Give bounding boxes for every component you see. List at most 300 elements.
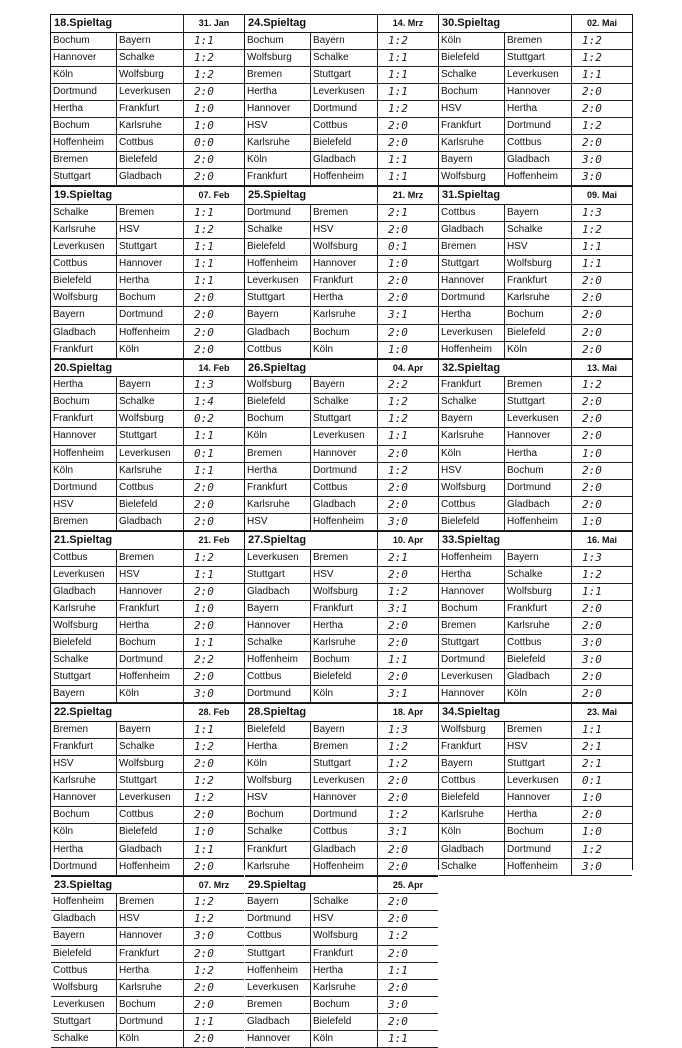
match-row xyxy=(245,514,438,531)
match-row xyxy=(439,567,632,584)
matchday-header xyxy=(51,531,244,550)
home-team: Bremen xyxy=(245,446,311,462)
away-team: Bielefeld xyxy=(117,152,184,168)
score-tip: 1:3 xyxy=(582,550,602,564)
away-team: Cottbus xyxy=(117,135,184,151)
score-tip: 2:0 xyxy=(582,136,602,150)
match-row xyxy=(439,773,632,790)
score-tip: 2:0 xyxy=(388,291,408,305)
score-tip: 3:0 xyxy=(582,859,602,873)
away-team: Hertha xyxy=(117,273,184,289)
match-row xyxy=(245,824,438,841)
matchday-title: 24.Spieltag xyxy=(245,15,378,32)
away-team: Frankfurt xyxy=(311,273,378,289)
away-team: Schalke xyxy=(117,739,184,755)
home-team: Karlsruhe xyxy=(51,601,117,617)
home-team: Karlsruhe xyxy=(51,222,117,238)
home-team: Gladbach xyxy=(245,1014,311,1030)
home-team: Leverkusen xyxy=(245,550,311,566)
matchday-title: 32.Spieltag xyxy=(439,360,572,377)
home-team: Frankfurt xyxy=(51,411,117,427)
away-team: Bielefeld xyxy=(117,497,184,513)
match-row xyxy=(245,773,438,790)
matchday-date: 04. Apr xyxy=(392,362,424,373)
score-tip: 1:0 xyxy=(194,601,214,615)
score-tip: 1:1 xyxy=(388,84,408,98)
home-team: Frankfurt xyxy=(439,118,505,134)
match-row xyxy=(51,428,244,445)
away-team: Bielefeld xyxy=(311,1014,378,1030)
match-row xyxy=(245,635,438,652)
home-team: Cottbus xyxy=(245,928,311,944)
home-team: Bremen xyxy=(51,514,117,530)
match-row xyxy=(245,101,438,118)
match-row xyxy=(245,601,438,618)
score-tip: 2:0 xyxy=(582,101,602,115)
match-row xyxy=(51,928,244,945)
score-tip: 3:1 xyxy=(388,308,408,322)
score-tip: 1:1 xyxy=(194,722,214,736)
match-row xyxy=(245,722,438,739)
home-team: Köln xyxy=(245,152,311,168)
home-team: Karlsruhe xyxy=(439,807,505,823)
away-team: Stuttgart xyxy=(311,411,378,427)
match-row xyxy=(51,325,244,342)
score-tip: 2:0 xyxy=(194,514,214,528)
match-row xyxy=(439,273,632,290)
home-team: Bielefeld xyxy=(439,50,505,66)
away-team: Hoffenheim xyxy=(311,169,378,185)
score-tip: 3:1 xyxy=(388,687,408,701)
score-tip: 1:2 xyxy=(388,33,408,47)
away-team: Karlsruhe xyxy=(311,307,378,323)
home-team: Bielefeld xyxy=(245,722,311,738)
match-row xyxy=(245,377,438,394)
home-team: Bayern xyxy=(51,307,117,323)
match-row xyxy=(245,463,438,480)
matchday-block xyxy=(439,14,632,186)
score-tip: 3:0 xyxy=(582,170,602,184)
matchday-date: 23. Mai xyxy=(586,707,617,718)
home-team: Hoffenheim xyxy=(439,342,505,358)
score-tip: 2:1 xyxy=(388,550,408,564)
home-team: Schalke xyxy=(51,652,117,668)
away-team: Bremen xyxy=(117,894,184,910)
score-tip: 1:2 xyxy=(582,567,602,581)
match-row xyxy=(51,722,244,739)
away-team: Dortmund xyxy=(117,1014,184,1030)
home-team: Stuttgart xyxy=(51,169,117,185)
matchday-date: 18. Apr xyxy=(392,707,424,718)
score-tip: 2:0 xyxy=(582,308,602,322)
score-tip: 3:1 xyxy=(388,601,408,615)
match-row xyxy=(439,256,632,273)
away-team: Hannover xyxy=(505,428,572,444)
home-team: Schalke xyxy=(439,67,505,83)
match-row xyxy=(245,807,438,824)
score-tip: 2:0 xyxy=(388,446,408,460)
match-row xyxy=(51,446,244,463)
home-team: Cottbus xyxy=(439,773,505,789)
away-team: Hannover xyxy=(505,790,572,806)
away-team: Gladbach xyxy=(117,842,184,858)
away-team: Hoffenheim xyxy=(117,669,184,685)
away-team: Bochum xyxy=(117,997,184,1013)
away-team: Hoffenheim xyxy=(311,514,378,530)
home-team: Karlsruhe xyxy=(245,497,311,513)
score-tip: 1:2 xyxy=(388,463,408,477)
away-team: Dortmund xyxy=(311,807,378,823)
match-row xyxy=(51,101,244,118)
away-team: Schalke xyxy=(311,894,378,910)
match-row xyxy=(439,84,632,101)
score-tip: 1:1 xyxy=(194,463,214,477)
away-team: Bayern xyxy=(117,33,184,49)
away-team: Schalke xyxy=(505,222,572,238)
matchday-header xyxy=(51,876,244,895)
away-team: Stuttgart xyxy=(311,756,378,772)
match-row xyxy=(245,669,438,686)
home-team: Cottbus xyxy=(245,669,311,685)
home-team: HSV xyxy=(439,101,505,117)
home-team: Hoffenheim xyxy=(51,135,117,151)
home-team: Bayern xyxy=(245,894,311,910)
match-row xyxy=(51,946,244,963)
match-row xyxy=(245,446,438,463)
matchday-header xyxy=(245,703,438,722)
home-team: Köln xyxy=(245,428,311,444)
score-tip: 1:1 xyxy=(194,842,214,856)
matchday-header xyxy=(245,359,438,378)
matchday-header xyxy=(245,876,438,895)
home-team: Bremen xyxy=(51,722,117,738)
matchday-block xyxy=(51,359,244,531)
match-row xyxy=(439,307,632,324)
home-team: Gladbach xyxy=(439,222,505,238)
score-tip: 1:2 xyxy=(194,774,214,788)
home-team: Bremen xyxy=(439,618,505,634)
away-team: Karlsruhe xyxy=(117,980,184,996)
score-tip: 0:1 xyxy=(388,240,408,254)
home-team: Frankfurt xyxy=(245,480,311,496)
matchday-title: 30.Spieltag xyxy=(439,15,572,32)
away-team: Cottbus xyxy=(311,118,378,134)
away-team: HSV xyxy=(311,567,378,583)
score-tip: 1:1 xyxy=(388,963,408,977)
home-team: Hannover xyxy=(245,101,311,117)
matchday-title: 28.Spieltag xyxy=(245,704,378,721)
match-row xyxy=(51,842,244,859)
away-team: Köln xyxy=(117,1031,184,1047)
home-team: Wolfsburg xyxy=(439,169,505,185)
home-team: Gladbach xyxy=(51,584,117,600)
match-row xyxy=(51,550,244,567)
match-row xyxy=(245,325,438,342)
score-tip: 1:2 xyxy=(582,222,602,236)
away-team: Wolfsburg xyxy=(117,756,184,772)
score-tip: 2:0 xyxy=(582,412,602,426)
match-row xyxy=(245,135,438,152)
score-tip: 2:0 xyxy=(388,480,408,494)
away-team: Dortmund xyxy=(311,101,378,117)
match-row xyxy=(439,497,632,514)
away-team: Hoffenheim xyxy=(505,514,572,530)
home-team: Cottbus xyxy=(51,256,117,272)
home-team: Frankfurt xyxy=(439,739,505,755)
score-tip: 2:2 xyxy=(194,653,214,667)
match-row xyxy=(439,222,632,239)
match-row xyxy=(245,567,438,584)
away-team: Stuttgart xyxy=(311,67,378,83)
score-tip: 2:0 xyxy=(582,480,602,494)
score-tip: 1:4 xyxy=(194,395,214,409)
score-tip: 2:0 xyxy=(194,584,214,598)
away-team: Bielefeld xyxy=(311,669,378,685)
matchday-block xyxy=(245,186,438,358)
match-row xyxy=(245,169,438,186)
match-row xyxy=(439,601,632,618)
matchday-block xyxy=(51,876,244,1048)
score-tip: 1:1 xyxy=(582,240,602,254)
match-row xyxy=(51,911,244,928)
match-row xyxy=(245,273,438,290)
home-team: Schalke xyxy=(245,824,311,840)
away-team: Stuttgart xyxy=(505,394,572,410)
score-tip: 2:0 xyxy=(582,342,602,356)
home-team: Köln xyxy=(439,824,505,840)
away-team: Bochum xyxy=(311,997,378,1013)
score-tip: 1:1 xyxy=(194,636,214,649)
away-team: Stuttgart xyxy=(117,239,184,255)
score-tip: 1:2 xyxy=(194,67,214,81)
score-tip: 2:0 xyxy=(194,153,214,167)
score-tip: 2:0 xyxy=(194,808,214,822)
match-row xyxy=(51,584,244,601)
home-team: Dortmund xyxy=(51,859,117,875)
home-team: Karlsruhe xyxy=(439,428,505,444)
home-team: Bielefeld xyxy=(51,635,117,651)
score-tip: 2:0 xyxy=(582,670,602,684)
away-team: Bremen xyxy=(311,550,378,566)
match-row xyxy=(51,601,244,618)
away-team: Wolfsburg xyxy=(311,928,378,944)
away-team: Bayern xyxy=(505,205,572,221)
away-team: Hannover xyxy=(311,446,378,462)
score-tip: 1:2 xyxy=(194,50,214,64)
score-tip: 1:1 xyxy=(388,50,408,64)
score-tip: 2:0 xyxy=(388,567,408,581)
home-team: Hannover xyxy=(439,686,505,702)
score-tip: 2:0 xyxy=(194,308,214,322)
score-tip: 3:1 xyxy=(388,825,408,839)
home-team: Bochum xyxy=(245,411,311,427)
matchday-date: 07. Mrz xyxy=(198,879,230,890)
score-tip: 1:1 xyxy=(194,274,214,288)
home-team: Karlsruhe xyxy=(439,135,505,151)
score-tip: 1:2 xyxy=(388,929,408,943)
score-tip: 2:0 xyxy=(582,618,602,632)
match-row xyxy=(245,342,438,359)
score-tip: 2:0 xyxy=(194,480,214,494)
away-team: Schalke xyxy=(505,567,572,583)
home-team: HSV xyxy=(51,497,117,513)
away-team: Cottbus xyxy=(117,480,184,496)
home-team: Leverkusen xyxy=(245,980,311,996)
match-row xyxy=(439,790,632,807)
home-team: Hannover xyxy=(245,618,311,634)
score-tip: 2:0 xyxy=(388,274,408,288)
score-tip: 2:0 xyxy=(582,463,602,477)
score-tip: 1:1 xyxy=(194,429,214,443)
match-row xyxy=(439,290,632,307)
home-team: Hannover xyxy=(51,428,117,444)
matchday-title: 26.Spieltag xyxy=(245,360,378,377)
matchday-header xyxy=(439,14,632,33)
score-tip: 1:0 xyxy=(194,825,214,839)
match-row xyxy=(245,33,438,50)
home-team: Schalke xyxy=(245,635,311,651)
score-tip: 1:2 xyxy=(388,101,408,115)
away-team: Hannover xyxy=(311,256,378,272)
match-row xyxy=(51,169,244,186)
score-tip: 1:1 xyxy=(388,153,408,167)
match-row xyxy=(439,446,632,463)
matchday-date: 14. Feb xyxy=(198,362,230,373)
score-tip: 1:0 xyxy=(582,514,602,528)
score-tip: 1:1 xyxy=(388,1031,408,1045)
score-tip: 1:1 xyxy=(388,67,408,81)
home-team: Köln xyxy=(245,756,311,772)
score-tip: 1:1 xyxy=(582,257,602,271)
away-team: Leverkusen xyxy=(117,790,184,806)
match-row xyxy=(245,980,438,997)
match-row xyxy=(51,342,244,359)
match-row xyxy=(51,222,244,239)
home-team: Bochum xyxy=(245,807,311,823)
home-team: Stuttgart xyxy=(439,256,505,272)
match-row xyxy=(51,256,244,273)
score-tip: 2:0 xyxy=(194,84,214,98)
away-team: Bochum xyxy=(311,652,378,668)
score-tip: 2:0 xyxy=(388,791,408,805)
home-team: Leverkusen xyxy=(51,997,117,1013)
matchday-date: 02. Mai xyxy=(586,18,617,28)
score-tip: 2:0 xyxy=(194,618,214,632)
score-tip: 2:0 xyxy=(582,429,602,443)
match-row xyxy=(51,273,244,290)
away-team: Bremen xyxy=(505,33,572,49)
matchday-title: 31.Spieltag xyxy=(439,187,572,204)
match-row xyxy=(245,911,438,928)
away-team: Leverkusen xyxy=(311,428,378,444)
home-team: Bochum xyxy=(439,84,505,100)
home-team: Hannover xyxy=(51,790,117,806)
match-row xyxy=(439,652,632,669)
home-team: Bayern xyxy=(439,756,505,772)
fixture-column xyxy=(50,14,244,1045)
away-team: Bremen xyxy=(117,205,184,221)
away-team: Wolfsburg xyxy=(311,584,378,600)
away-team: Schalke xyxy=(311,394,378,410)
score-tip: 1:1 xyxy=(388,429,408,443)
away-team: Leverkusen xyxy=(311,84,378,100)
score-tip: 2:0 xyxy=(582,497,602,511)
away-team: Schalke xyxy=(311,50,378,66)
home-team: Gladbach xyxy=(51,325,117,341)
score-tip: 3:0 xyxy=(582,653,602,667)
matchday-header xyxy=(51,703,244,722)
score-tip: 1:2 xyxy=(194,791,214,805)
score-tip: 1:2 xyxy=(388,757,408,771)
match-row xyxy=(439,118,632,135)
score-tip: 2:0 xyxy=(582,291,602,305)
match-row xyxy=(439,428,632,445)
score-tip: 2:0 xyxy=(582,274,602,288)
home-team: Wolfsburg xyxy=(51,290,117,306)
score-tip: 1:0 xyxy=(582,791,602,805)
away-team: Gladbach xyxy=(311,497,378,513)
score-tip: 1:2 xyxy=(194,895,214,909)
away-team: Bremen xyxy=(117,550,184,566)
score-tip: 2:0 xyxy=(388,946,408,960)
match-row xyxy=(245,428,438,445)
score-tip: 2:0 xyxy=(388,222,408,236)
score-tip: 2:0 xyxy=(388,497,408,511)
away-team: Bochum xyxy=(117,290,184,306)
home-team: Frankfurt xyxy=(245,842,311,858)
score-tip: 3:0 xyxy=(582,636,602,649)
match-row xyxy=(439,635,632,652)
match-row xyxy=(51,84,244,101)
score-tip: 1:3 xyxy=(388,722,408,736)
matchday-header xyxy=(439,703,632,722)
score-tip: 2:0 xyxy=(388,980,408,994)
score-tip: 2:0 xyxy=(388,842,408,856)
matchday-date: 25. Apr xyxy=(392,879,424,890)
away-team: Gladbach xyxy=(311,152,378,168)
match-row xyxy=(439,377,632,394)
match-row xyxy=(439,669,632,686)
match-row xyxy=(51,33,244,50)
match-row xyxy=(439,807,632,824)
score-tip: 2:0 xyxy=(194,497,214,511)
matchday-block xyxy=(51,531,244,703)
match-row xyxy=(439,411,632,428)
score-tip: 0:0 xyxy=(194,136,214,150)
score-tip: 1:1 xyxy=(582,584,602,598)
score-tip: 2:0 xyxy=(388,325,408,339)
away-team: Karlsruhe xyxy=(117,463,184,479)
home-team: Gladbach xyxy=(439,842,505,858)
match-row xyxy=(245,222,438,239)
away-team: Hertha xyxy=(117,618,184,634)
score-tip: 3:0 xyxy=(582,153,602,167)
match-row xyxy=(245,480,438,497)
matchday-title: 29.Spieltag xyxy=(245,877,378,894)
away-team: Stuttgart xyxy=(117,773,184,789)
home-team: Bochum xyxy=(51,807,117,823)
score-tip: 1:3 xyxy=(194,378,214,392)
score-tip: 1:2 xyxy=(582,118,602,132)
score-tip: 1:0 xyxy=(582,825,602,839)
home-team: Bremen xyxy=(51,152,117,168)
away-team: Gladbach xyxy=(117,169,184,185)
away-team: Hoffenheim xyxy=(117,859,184,875)
match-row xyxy=(51,514,244,531)
matchday-block xyxy=(51,14,244,186)
home-team: Frankfurt xyxy=(51,739,117,755)
match-row xyxy=(51,618,244,635)
